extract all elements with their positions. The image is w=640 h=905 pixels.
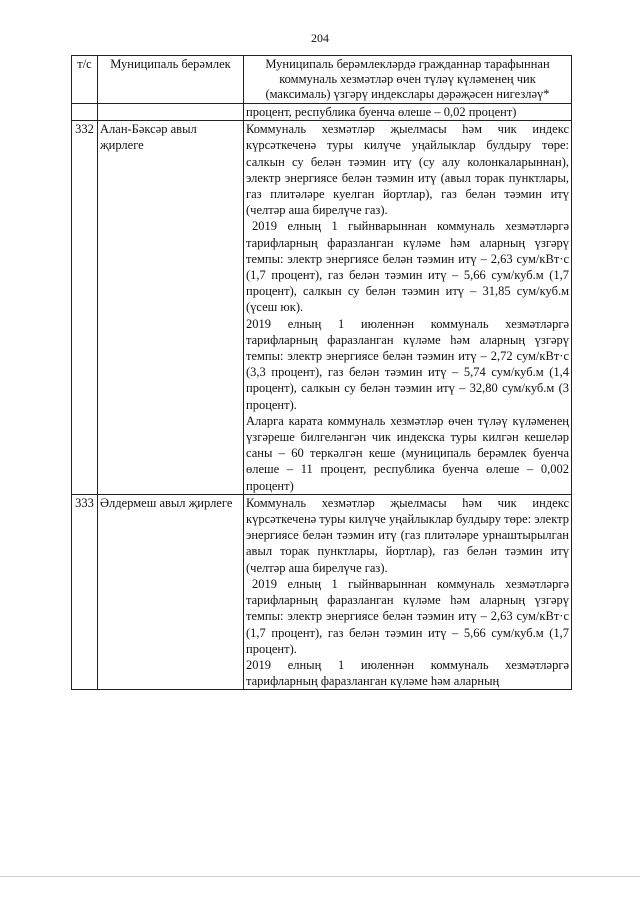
paragraph: Аларга карата коммуналь хезмәтләр өчен түләү күләменең үзгәреше билгеләнгән чик индекска туры килгән кешеләр саны – 60 теркәлгән кеше (муниципаль берәмлек буенча өлеше – 11 процент, республика буенча өлеше – 0,002 процент) [246, 413, 569, 493]
tariff-table [71, 55, 572, 690]
header-number: т/с [72, 56, 98, 104]
continuation-mun-cell [98, 104, 244, 121]
continuation-text: процент, республика буенча өлеше – 0,02 процент) [246, 105, 517, 119]
paragraph: Коммуналь хезмәтләр җыелмасы һәм чик индекс күрсәткеченә туры килүче уңайлыклар булдыру төре: салкын су белән тәэмин итү (су алу колонкаларыннан), электр энергиясе белән тәэмин итү (авыл торак пунктлары, газ плитәләре куелган йортлар), газ белән тәэмин итү (челтәр аша бирелүче газ). [246, 122, 569, 218]
header-municipality: Муниципаль берәмлек [98, 56, 244, 104]
row-number: 333 [72, 494, 98, 689]
page-bottom-rule [0, 876, 640, 877]
table-row-continuation [72, 104, 572, 121]
justification-cell [244, 494, 572, 689]
municipality-name: Алан-Бәксәр авыл җирлеге [98, 121, 244, 495]
table-row [72, 121, 572, 495]
continuation-num-cell [72, 104, 98, 121]
paragraph: 2019 елның 1 июленнән коммуналь хезмәтләргә тарифларның фаразланган күләме һәм аларның үзгәрү темпы: электр энергиясе белән тәэмин итү – 2,72 сум/кВт·с (3,3 процент), газ белән тәэмин итү – 5,74 сум/куб.м (1,4 процент), салкын су белән тәэмин итү – 32,80 сум/куб.м (3 процент). [246, 316, 569, 412]
header-justification: Муниципаль берәмлекләрдә гражданнар тарафыннан коммуналь хезмәтләр өчен түләү күләменең чик (максималь) үзгәрү индекслары дәрәҗәсен нигезләү* [244, 56, 572, 104]
paragraph: Коммуналь хезмәтләр җыелмасы һәм чик индекс күрсәткеченә туры килүче уңайлыклар булдыру төре: электр энергиясе белән тәэмин итү (газ плитәләре урнаштырылган авыл торак пунктлары, йортлар), газ белән тәэмин итү (челтәр аша бирелүче газ). [246, 495, 569, 575]
justification-cell [244, 121, 572, 495]
paragraph: 2019 елның 1 гыйнварыннан коммуналь хезмәтләргә тарифларның фаразланган күләме һәм аларның үзгәрү темпы: электр энергиясе белән тәэмин итү – 2,63 сум/кВт·с (1,7 процент), газ белән тәэмин итү – 5,66 сум/куб.м (1,7 процент). [246, 576, 569, 656]
paragraph: 2019 елның 1 гыйнварыннан коммуналь хезмәтләргә тарифларның фаразланган күләме һәм аларның үзгәрү темпы: электр энергиясе белән тәэмин итү – 2,63 сум/кВт·с (1,7 процент), газ белән тәэмин итү – 5,66 сум/куб.м (1,7 процент), салкын су белән тәэмин итү – 31,85 сум/куб.м (үсеш юк). [246, 219, 569, 315]
continuation-cell [244, 104, 572, 121]
table-header-row [72, 56, 572, 104]
row-number: 332 [72, 121, 98, 495]
municipality-name: Әлдермеш авыл җирлеге [98, 494, 244, 689]
page-number: 204 [311, 31, 329, 45]
table-row [72, 494, 572, 689]
paragraph: 2019 елның 1 июленнән коммуналь хезмәтләргә тарифларның фаразланган күләме һәм аларның [246, 657, 569, 689]
